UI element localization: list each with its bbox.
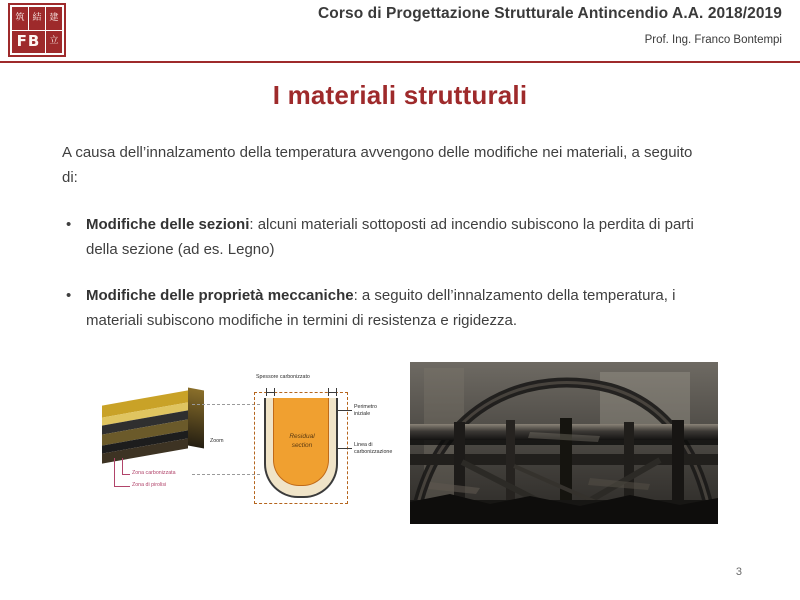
timber-char-diagram [88, 362, 393, 524]
header-divider [0, 61, 800, 63]
timber-block-illustration [102, 390, 188, 463]
professor-name: Prof. Ing. Franco Bontempi [644, 34, 782, 46]
bullet-marker: • [66, 287, 72, 304]
page-number: 3 [735, 566, 742, 578]
logo-seal [8, 3, 66, 57]
bullet-strong: Modifiche delle sezioni [86, 216, 250, 233]
residual-section-drawing [264, 398, 338, 498]
list-item [62, 212, 712, 262]
label-pyrolysis-zone: Zona di pirolisi [132, 482, 167, 488]
bullet-text: : alcuni materiali sottoposti ad incendio subiscono la perdita di parti della sezione (ad es. Legno) [86, 216, 694, 258]
bullet-strong: Modifiche delle proprietà meccaniche [86, 287, 354, 304]
logo-cell-3: 建 [46, 7, 62, 30]
list-item [62, 283, 712, 333]
label-carbonized-zone: Zona carbonizzata [132, 470, 176, 476]
char-thickness-arrow [264, 388, 338, 396]
course-title: Corso di Progettazione Strutturale Antincendio A.A. 2018/2019 [317, 5, 782, 22]
header-text-block [90, 4, 790, 48]
logo-cell-5: 立 [46, 31, 62, 54]
label-zoom: Zoom [210, 438, 224, 444]
label-char-line: Linea di carbonizzazione [354, 442, 393, 455]
label-initial-perimeter: Perimetro iniziale [354, 404, 377, 417]
burned-timber-photo [410, 362, 718, 524]
label-char-thickness: Spessore carbonizzato [256, 374, 310, 380]
figure-group [88, 362, 718, 524]
logo-cell-2: 結 [29, 7, 45, 30]
photo-graphic [410, 362, 718, 524]
bullet-text: : a seguito dell’innalzamento della temperatura, i materiali subiscono modifiche in termini di resistenza e rigidezza. [86, 287, 676, 329]
logo-cell-1: 筑 [12, 7, 28, 30]
page-title: I materiali strutturali [272, 80, 528, 110]
bullet-list [62, 212, 742, 333]
logo-cell-monogram: FB [12, 31, 45, 54]
intro-paragraph: A causa dell’innalzamento della temperatura avvengono delle modifiche nei materiali, a seguito di: [62, 144, 693, 186]
label-residual-section: Residual section [289, 433, 315, 449]
slide-body [62, 140, 742, 354]
slide-header [0, 0, 800, 62]
bullet-marker: • [66, 216, 72, 233]
